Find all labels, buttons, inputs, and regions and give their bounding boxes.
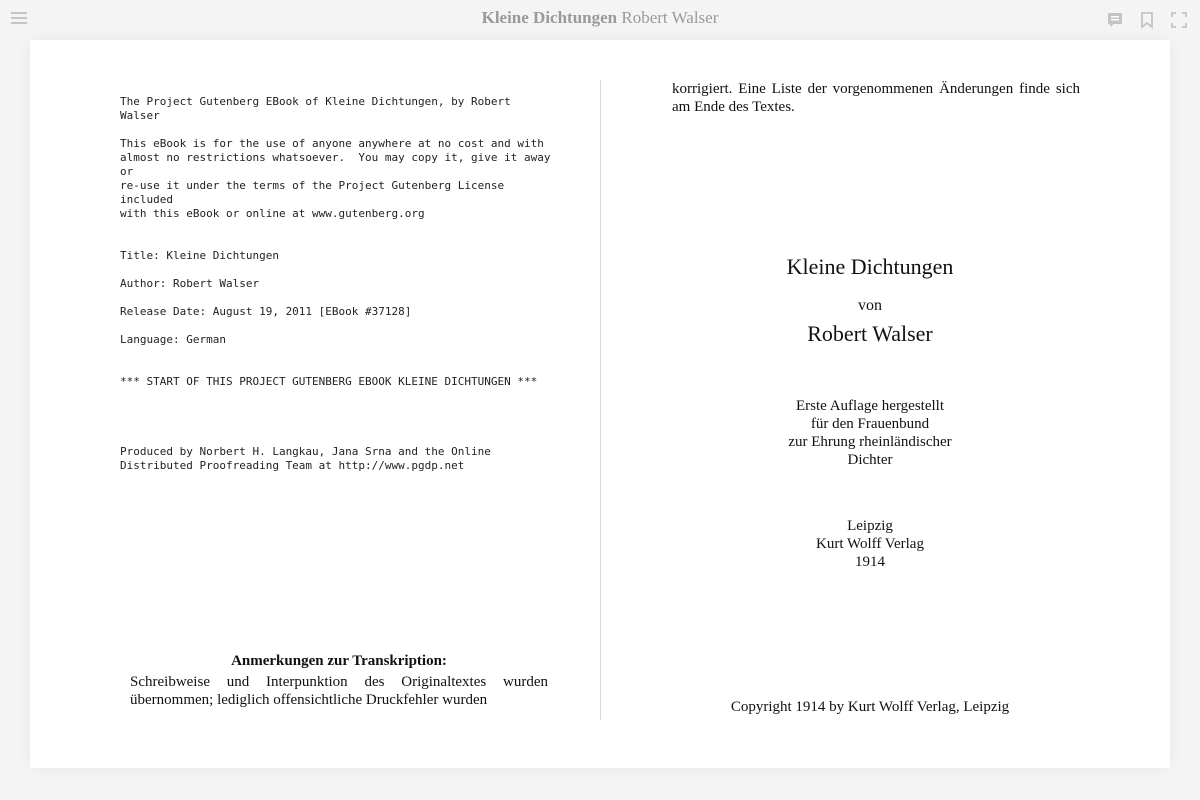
left-page xyxy=(120,95,551,473)
book-spread xyxy=(30,40,1170,768)
transcription-notes xyxy=(130,652,548,709)
notes-icon[interactable] xyxy=(1106,11,1124,29)
publisher-info xyxy=(650,517,1090,571)
page-divider xyxy=(600,80,601,720)
publisher-line: 1914 xyxy=(855,554,885,570)
edition-line: Erste Auflage hergestellt xyxy=(795,398,944,414)
edition-line: Dichter xyxy=(847,452,893,468)
notes-heading: Anmerkungen zur Transkription: xyxy=(231,653,447,669)
publisher-line: Kurt Wolff Verlag xyxy=(816,536,924,552)
book-title: Kleine Dichtungen xyxy=(481,8,618,27)
edition-line: zur Ehrung rheinländischer xyxy=(788,434,952,450)
book-title-bar xyxy=(0,8,1200,28)
book-author: Robert Walser xyxy=(621,8,719,27)
book-title-page-title: Kleine Dichtungen xyxy=(786,254,954,279)
fullscreen-icon[interactable] xyxy=(1170,11,1188,29)
gutenberg-header-text: The Project Gutenberg EBook of Kleine Dichtungen, by Robert Walser This eBook is for the use of anyone anywhere at no cost and with almost no restrictions whatsoever. You may copy it, give it away or re-use it under the terms of the Project Gutenberg License included with this eBook or online at www.gutenberg.org Title: Kleine Dichtungen Author: Robert Walser Release Date: August 19, 2011 [EBook #37128] Language: German *** START OF THIS PROJECT GUTENBERG EBOOK KLEINE DICHTUNGEN *** Produced by Norbert H. Langkau, Jana Srna and the Online Distributed Proofreading Team at http://www.pgdp.net xyxy=(120,95,551,472)
publisher-line: Leipzig xyxy=(847,518,893,534)
title-page-author: Robert Walser xyxy=(807,321,933,346)
copyright-line: Copyright 1914 by Kurt Wolff Verlag, Leipzig xyxy=(730,699,1010,715)
reader-toolbar xyxy=(0,0,1200,38)
title-page-von: von xyxy=(858,297,882,314)
edition-note xyxy=(650,397,1090,469)
bookmark-icon[interactable] xyxy=(1138,11,1156,29)
continued-text: korrigiert. Eine Liste der vorgenommenen Änderungen finde sich am Ende des Textes. xyxy=(672,81,1080,115)
notes-text: Schreibweise und Interpunktion des Originaltextes wurden übernommen; lediglich offensichtliche Druckfehler wurden xyxy=(130,674,548,708)
edition-line: für den Frauenbund xyxy=(810,416,930,432)
